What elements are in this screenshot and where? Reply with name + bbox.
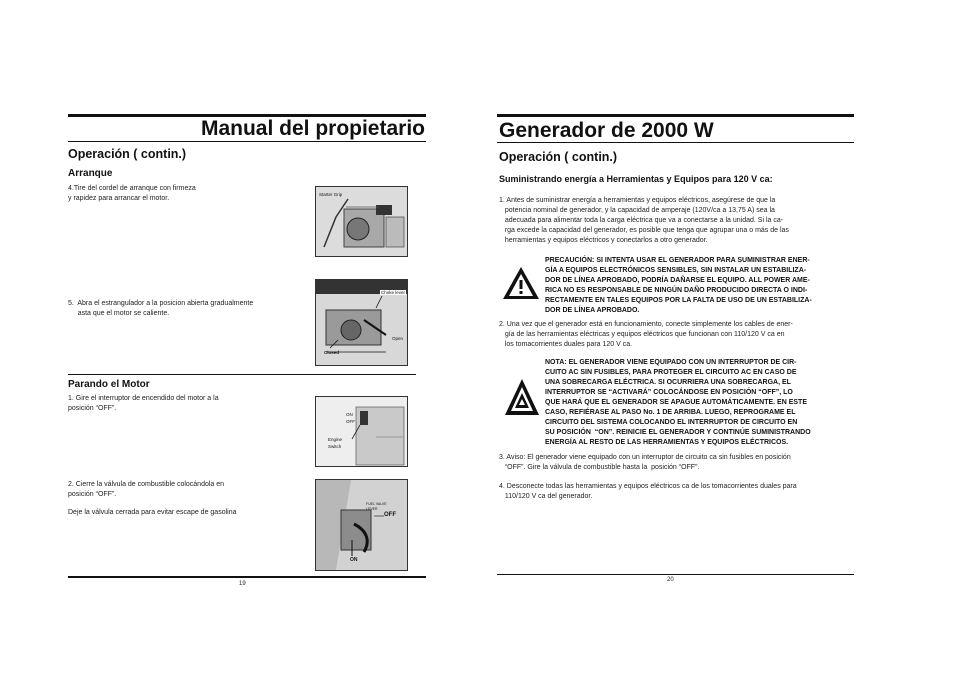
step-4-text: 4.Tire del cordel de arranque con firmeza y rapidez para arrancar el motor. xyxy=(68,185,196,202)
left-title-underline xyxy=(68,141,426,142)
starting-heading: Arranque xyxy=(68,168,113,179)
left-section-heading: Operación ( contin.) xyxy=(68,147,187,161)
paragraph-4: 4. Desconecte todas las herramientas y equipos eléctricos ca de los tomacorrientes duales para 110/120 V ca del generador. xyxy=(499,483,797,500)
fuel-valve-photo xyxy=(315,479,408,571)
stop-step-2-text: 2. Cierre la válvula de combustible colocándola en posición “OFF”. xyxy=(68,481,225,498)
note-text: NOTA: EL GENERADOR VIENE EQUIPADO CON UN INTERRUPTOR DE CIR- CUITO AC SIN FUSIBLES, PARA PROTEGER EL CIRCUITO AC EN CASO DE UNA SOBRECARGA ELÉCTRICA. SI OCURRIERA UNA SOBRECARGA, EL INTERRUPTOR SE “ACTIVARÁ” COLOCÁNDOSE EN POSICIÓN “OFF”, LO QUE HARÁ QUE EL GENERADOR SE APAGUE AUTOMÁTICAMENTE. EN ESTE CASO, REFIÉRASE AL PASO No. 1 DE ARRIBA. LUEGO, REPROGRAME EL CIRCUITO DEL SISTEMA COLOCANDO EL INTERRUPTOR DE CIRCUITO EN SU POSICIÓN “ON”. REINICIE EL GENERADOR Y CONTINÚE SUMINISTRANDO ENERGÍA AL RESTO DE LAS HERRAMIENTAS Y EQUIPOS ELÉCTRICOS. xyxy=(545,359,811,446)
choke-lever-photo xyxy=(315,279,408,366)
paragraph-1: 1. Antes de suministrar energía a herramientas y equipos eléctricos, asegúrese de que la potencia nominal de generador, y la capacidad de amperaje (120V/ca a 13,75 A) sea la adecuada para alimentar toda la carga eléctrica que va a conectarse a la unidad. Si la ca- rga excede la capacidad del generador, es posible que tenga que agrupar una o más de las herramientas y equipos eléctricos y conectarlos a otro generador. xyxy=(499,197,789,244)
left-page-title: Manual del propietario xyxy=(200,117,425,140)
switch-on-label: ON xyxy=(346,412,353,417)
right-section-heading: Operación ( contin.) xyxy=(499,150,618,164)
right-subheading: Suministrando energía a Herramientas y Equipos para 120 V ca: xyxy=(499,174,773,184)
paragraph-3: 3. Aviso: El generador viene equipado con un interruptor de circuito ca sin fusibles en posición “OFF”. Gire la válvula de combustible hasta la posición “OFF”. xyxy=(499,454,791,471)
switch-off-label: OFF xyxy=(346,419,355,424)
paragraph-2: 2. Una vez que el generador está en funcionamiento, conecte simplemente los cables de ener- gía de las herramientas eléctricas y equipos eléctricos que funcionan con 110/120 V ca en los tomacorrientes duales para 120 V ca. xyxy=(499,321,793,348)
left-footer-rule xyxy=(68,576,426,578)
choke-lever-label: Choke lever xyxy=(381,290,406,295)
stopping-rule xyxy=(68,374,416,375)
fuel-valve-lever-label: LEVER xyxy=(366,507,378,511)
right-page-title: Generador de 2000 W xyxy=(499,119,714,142)
engine-switch-photo xyxy=(315,396,408,467)
step-5-text: 5. Abra el estrangulador a la posicion abierta gradualmente asta que el motor se caliente. xyxy=(68,300,254,317)
exclamation-triangle-icon xyxy=(502,266,540,300)
engine-label: Engine xyxy=(328,437,343,442)
right-page-number: 20 xyxy=(667,577,674,583)
left-page-number: 19 xyxy=(239,581,246,587)
starter-grip-label: Starter Grip xyxy=(319,192,343,197)
caution-text: PRECAUCIÓN: SI INTENTA USAR EL GENERADOR PARA SUMINISTRAR ENER- GÍA A EQUIPOS ELECTRÓNICOS SENSIBLES, SIN INSTALAR UN ESTABILIZA- DOR DE LÍNEA APROBADO, PODRÍA DAÑARSE EL EQUIPO. ALL POWER AME- RICA NO ES RESPONSABLE DE NINGÚN DAÑO PRODUCIDO DIRECTA O INDI- RECTAMENTE EN TALES EQUIPOS POR LA FALTA DE USO DE UN ESTABILIZA- DOR DE LÍNEA APROBADO. xyxy=(545,257,812,314)
stop-step-2-note: Deje la válvula cerrada para evitar escape de gasolina xyxy=(68,509,237,516)
open-label: Open xyxy=(392,336,404,341)
stopping-heading: Parando el Motor xyxy=(68,379,150,390)
valve-on-label: ON xyxy=(350,557,358,563)
fuel-valve-label: FUEL VALVE xyxy=(366,502,387,506)
closed-label: Closed xyxy=(324,350,340,355)
switch-label: Switch xyxy=(328,444,342,449)
valve-off-label: OFF xyxy=(384,512,396,518)
right-title-underline xyxy=(497,142,854,143)
stop-step-1-text: 1. Gire el interruptor de encendido del motor a la posición “OFF”. xyxy=(68,395,219,412)
nested-triangle-icon xyxy=(504,378,540,416)
right-title-rule xyxy=(497,114,854,117)
right-footer-rule xyxy=(497,574,854,575)
starter-grip-photo xyxy=(315,186,408,257)
